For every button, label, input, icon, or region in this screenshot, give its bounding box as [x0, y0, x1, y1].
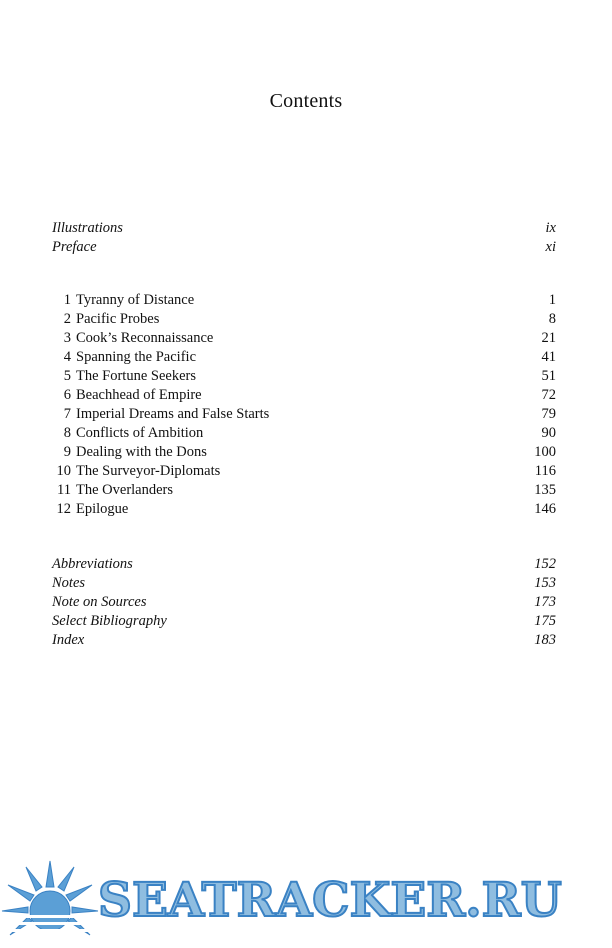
toc-chapter-2[interactable] [52, 310, 556, 329]
chapter-title: Beachhead of Empire [76, 387, 202, 403]
entry-page: 175 [534, 613, 556, 629]
chapter-page: 79 [541, 406, 556, 422]
chapter-page: 135 [534, 482, 556, 498]
entry-label: Notes [52, 575, 86, 591]
chapter-number: 10 [56, 463, 71, 479]
chapter-page: 72 [541, 387, 556, 403]
chapter-number: 12 [56, 501, 71, 517]
chapter-number: 5 [63, 368, 71, 384]
chapter-title: Pacific Probes [76, 311, 160, 327]
sun-icon [0, 859, 100, 947]
chapter-page: 8 [548, 311, 556, 327]
chapter-page: 41 [541, 349, 556, 365]
toc-entry-abbreviations[interactable] [52, 555, 556, 574]
toc-entry-index[interactable] [52, 631, 556, 650]
toc-chapter-9[interactable] [52, 443, 556, 462]
toc-entry-notes[interactable] [52, 574, 556, 593]
chapter-number: 11 [57, 482, 71, 498]
entry-page: 183 [534, 632, 556, 648]
chapter-title: The Fortune Seekers [76, 368, 196, 384]
chapter-number: 1 [63, 292, 71, 308]
chapter-page: 90 [541, 425, 556, 441]
chapter-number: 8 [63, 425, 71, 441]
entry-label: Preface [52, 239, 97, 255]
watermark [0, 855, 612, 948]
chapter-title: Tyranny of Distance [76, 292, 195, 308]
back-matter-list [52, 555, 556, 650]
entry-page: 152 [534, 556, 556, 572]
chapter-title: Conflicts of Ambition [76, 425, 204, 441]
entry-page: xi [545, 239, 556, 255]
chapter-title: The Overlanders [76, 482, 174, 498]
chapter-page: 1 [548, 292, 556, 308]
chapter-page: 116 [534, 463, 556, 479]
entry-label: Illustrations [52, 220, 123, 236]
chapter-title: Cook’s Reconnaissance [76, 330, 214, 346]
chapter-number: 6 [63, 387, 71, 403]
chapter-number: 3 [63, 330, 71, 346]
toc-chapter-11[interactable] [52, 481, 556, 500]
toc-chapter-4[interactable] [52, 348, 556, 367]
toc-chapter-12[interactable] [52, 500, 556, 519]
toc-entry-note-on-sources[interactable] [52, 593, 556, 612]
toc-entry-preface[interactable] [52, 238, 556, 257]
entry-page: ix [545, 220, 556, 236]
chapter-title: Epilogue [76, 501, 129, 517]
entry-page: 173 [534, 594, 556, 610]
entry-label: Note on Sources [52, 594, 147, 610]
chapter-number: 7 [63, 406, 71, 422]
toc-chapter-8[interactable] [52, 424, 556, 443]
chapter-title: The Surveyor-Diplomats [76, 463, 221, 479]
toc-chapter-3[interactable] [52, 329, 556, 348]
toc-chapter-5[interactable] [52, 367, 556, 386]
chapter-page: 21 [541, 330, 556, 346]
toc-chapter-6[interactable] [52, 386, 556, 405]
chapter-number: 2 [63, 311, 71, 327]
watermark-text: SEATRACKER.RU [98, 873, 562, 928]
chapter-title: Imperial Dreams and False Starts [76, 406, 270, 422]
chapter-number: 9 [63, 444, 71, 460]
toc-chapter-10[interactable] [52, 462, 556, 481]
chapter-title: Spanning the Pacific [76, 349, 197, 365]
toc-entry-select-bibliography[interactable] [52, 612, 556, 631]
toc-chapter-7[interactable] [52, 405, 556, 424]
entry-label: Index [52, 632, 85, 648]
page-title: Contents [269, 90, 343, 112]
chapter-list [52, 291, 556, 519]
chapter-title: Dealing with the Dons [76, 444, 207, 460]
entry-label: Abbreviations [52, 556, 133, 572]
toc-chapter-1[interactable] [52, 291, 556, 310]
toc-entry-illustrations[interactable] [52, 219, 556, 238]
entry-label: Select Bibliography [52, 613, 167, 629]
chapter-page: 100 [534, 444, 556, 460]
chapter-page: 51 [541, 368, 556, 384]
front-matter-list [52, 219, 556, 257]
entry-page: 153 [534, 575, 556, 591]
chapter-number: 4 [63, 349, 71, 365]
chapter-page: 146 [534, 501, 556, 517]
